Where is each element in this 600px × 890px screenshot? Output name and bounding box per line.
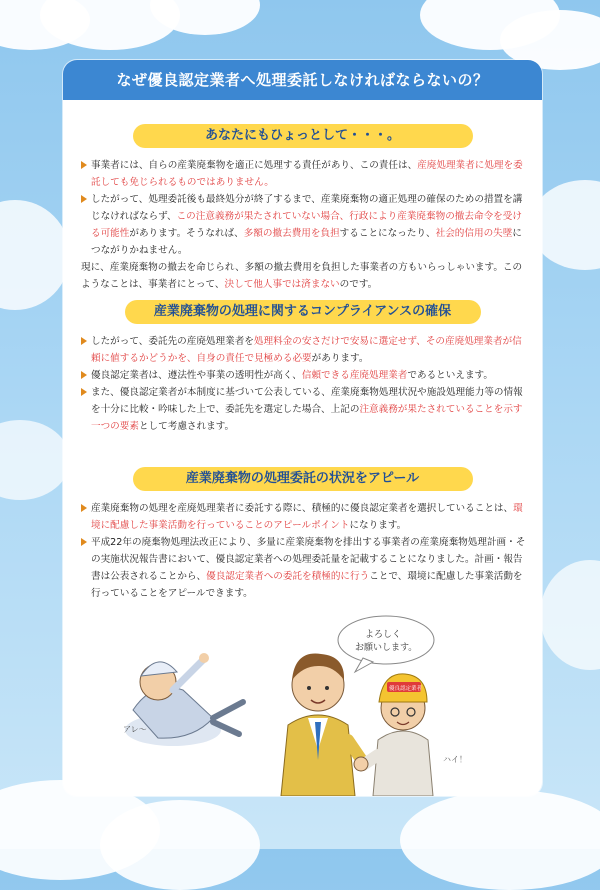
cloud xyxy=(0,200,70,310)
cloud xyxy=(100,800,260,890)
speech-line-1: よろしく xyxy=(365,630,402,640)
highlight-text: 信頼できる産廃処理業者 xyxy=(301,370,408,381)
highlight-text: 産廃処理業者に処理を委託しても免じられるものではありません。 xyxy=(91,160,523,188)
section-body xyxy=(63,333,542,435)
section-3 xyxy=(63,467,542,602)
cloud xyxy=(0,420,70,500)
bullet-triangle-icon xyxy=(81,538,87,546)
bullet-triangle-icon xyxy=(81,504,87,512)
paragraph xyxy=(81,157,526,191)
highlight-text: 注意義務が果たされていることを示す一つの要素 xyxy=(91,404,523,432)
highlight-text: 優良認定業者への委託を積極的に行う xyxy=(206,571,370,582)
section-heading: あなたにもひょっとして・・・。 xyxy=(133,124,473,148)
page-title: なぜ優良認定業者へ処理委託しなければならないの？ xyxy=(63,60,542,100)
body-text: したがって、処理委託後も最終処分が終了するまで、産業廃棄物の適正処理の確保のための措置を講じなければならず、 xyxy=(91,194,523,222)
cloud xyxy=(400,790,600,890)
paragraph xyxy=(81,191,526,259)
body-text: であるといえます。 xyxy=(407,370,493,381)
body-text: として考慮されます。 xyxy=(138,421,235,432)
label-right: ハイ！ xyxy=(443,755,467,764)
paragraph xyxy=(81,333,526,367)
bullet-triangle-icon xyxy=(81,195,87,203)
section-1 xyxy=(63,124,542,293)
highlight-text: 環境に配慮した事業活動を行っていることのアピールポイント xyxy=(91,503,523,531)
highlight-text: この注意義務が果たされていない場合、行政により産業廃棄物の撤去命令を受ける可能性 xyxy=(91,211,522,239)
body-text: 現に、産業廃棄物の撤去を命じられ、多額の撤去費用を負担した事業者の方もいらっしゃいます。このようなことは、事業者にとって、 xyxy=(81,262,523,290)
paragraph xyxy=(81,500,526,534)
highlight-text: 社会的信用の失墜 xyxy=(435,228,513,239)
paragraph xyxy=(81,534,526,602)
section-2 xyxy=(63,300,542,435)
helmet-worker-figure xyxy=(354,674,433,796)
body-text: ことで、環境に配慮した事業活動を行っていることをアピールできます。 xyxy=(91,571,523,599)
label-left: アレ～ xyxy=(123,725,147,734)
body-text: につながりかねません。 xyxy=(91,228,522,256)
bullet-triangle-icon xyxy=(81,371,87,379)
businessman-figure xyxy=(281,654,363,796)
highlight-text: 決して他人事では済まない xyxy=(224,279,340,290)
body-text: することになったり、 xyxy=(339,228,436,239)
body-text: 優良認定業者は、遵法性や事業の透明性が高く、 xyxy=(91,370,302,381)
section-heading: 産業廃棄物の処理に関するコンプライアンスの確保 xyxy=(125,300,481,324)
helmet-label: 優良認定業者 xyxy=(389,686,423,692)
cloud xyxy=(540,560,600,670)
bullet-triangle-icon xyxy=(81,388,87,396)
paragraph xyxy=(81,384,526,435)
section-heading: 産業廃棄物の処理委託の状況をアピール xyxy=(133,467,473,491)
body-text: のです。 xyxy=(339,279,378,290)
content-card xyxy=(63,60,542,796)
handshake-illustration xyxy=(63,610,542,796)
body-text: になります。 xyxy=(349,520,407,531)
body-text: 事業者には、自らの産業廃棄物を適正に処理する責任があり、この責任は、 xyxy=(91,160,418,171)
body-text: 平成22年の廃棄物処理法改正により、多量に産業廃棄物を排出する事業者の産業廃棄物処理計画・その実施状況報告書において、優良認定業者への処理委託量を記載することになりました。計画・報告書は公表されることから、 xyxy=(91,537,526,582)
highlight-text: 処理料金の安さだけで安易に選定せず、その産廃処理業者が信頼に値するかどうかを、自身の責任で見極める必要 xyxy=(91,336,522,364)
speech-line-2: お願いします。 xyxy=(355,643,418,653)
body-text: があります。 xyxy=(311,353,369,364)
bullet-triangle-icon xyxy=(81,337,87,345)
body-text: また、優良認定業者が本制度に基づいて公表している、産業廃棄物処理状況や施設処理能力等の情報を十分に比較・吟味した上で、委託先を選定した場合、上記の xyxy=(91,387,523,415)
paragraph xyxy=(81,367,526,384)
bullet-triangle-icon xyxy=(81,161,87,169)
section-body xyxy=(63,500,542,602)
body-text: したがって、委託先の産廃処理業者を xyxy=(91,336,254,347)
section-body xyxy=(63,157,542,293)
body-text: 産業廃棄物の処理を産廃処理業者に委託する際に、積極的に優良認定業者を選択していることは、 xyxy=(91,503,514,514)
body-text: があります。そうなれば、 xyxy=(129,228,244,239)
speech-bubble xyxy=(338,616,434,672)
paragraph xyxy=(81,259,526,293)
highlight-text: 多額の撤去費用を負担 xyxy=(243,228,340,239)
